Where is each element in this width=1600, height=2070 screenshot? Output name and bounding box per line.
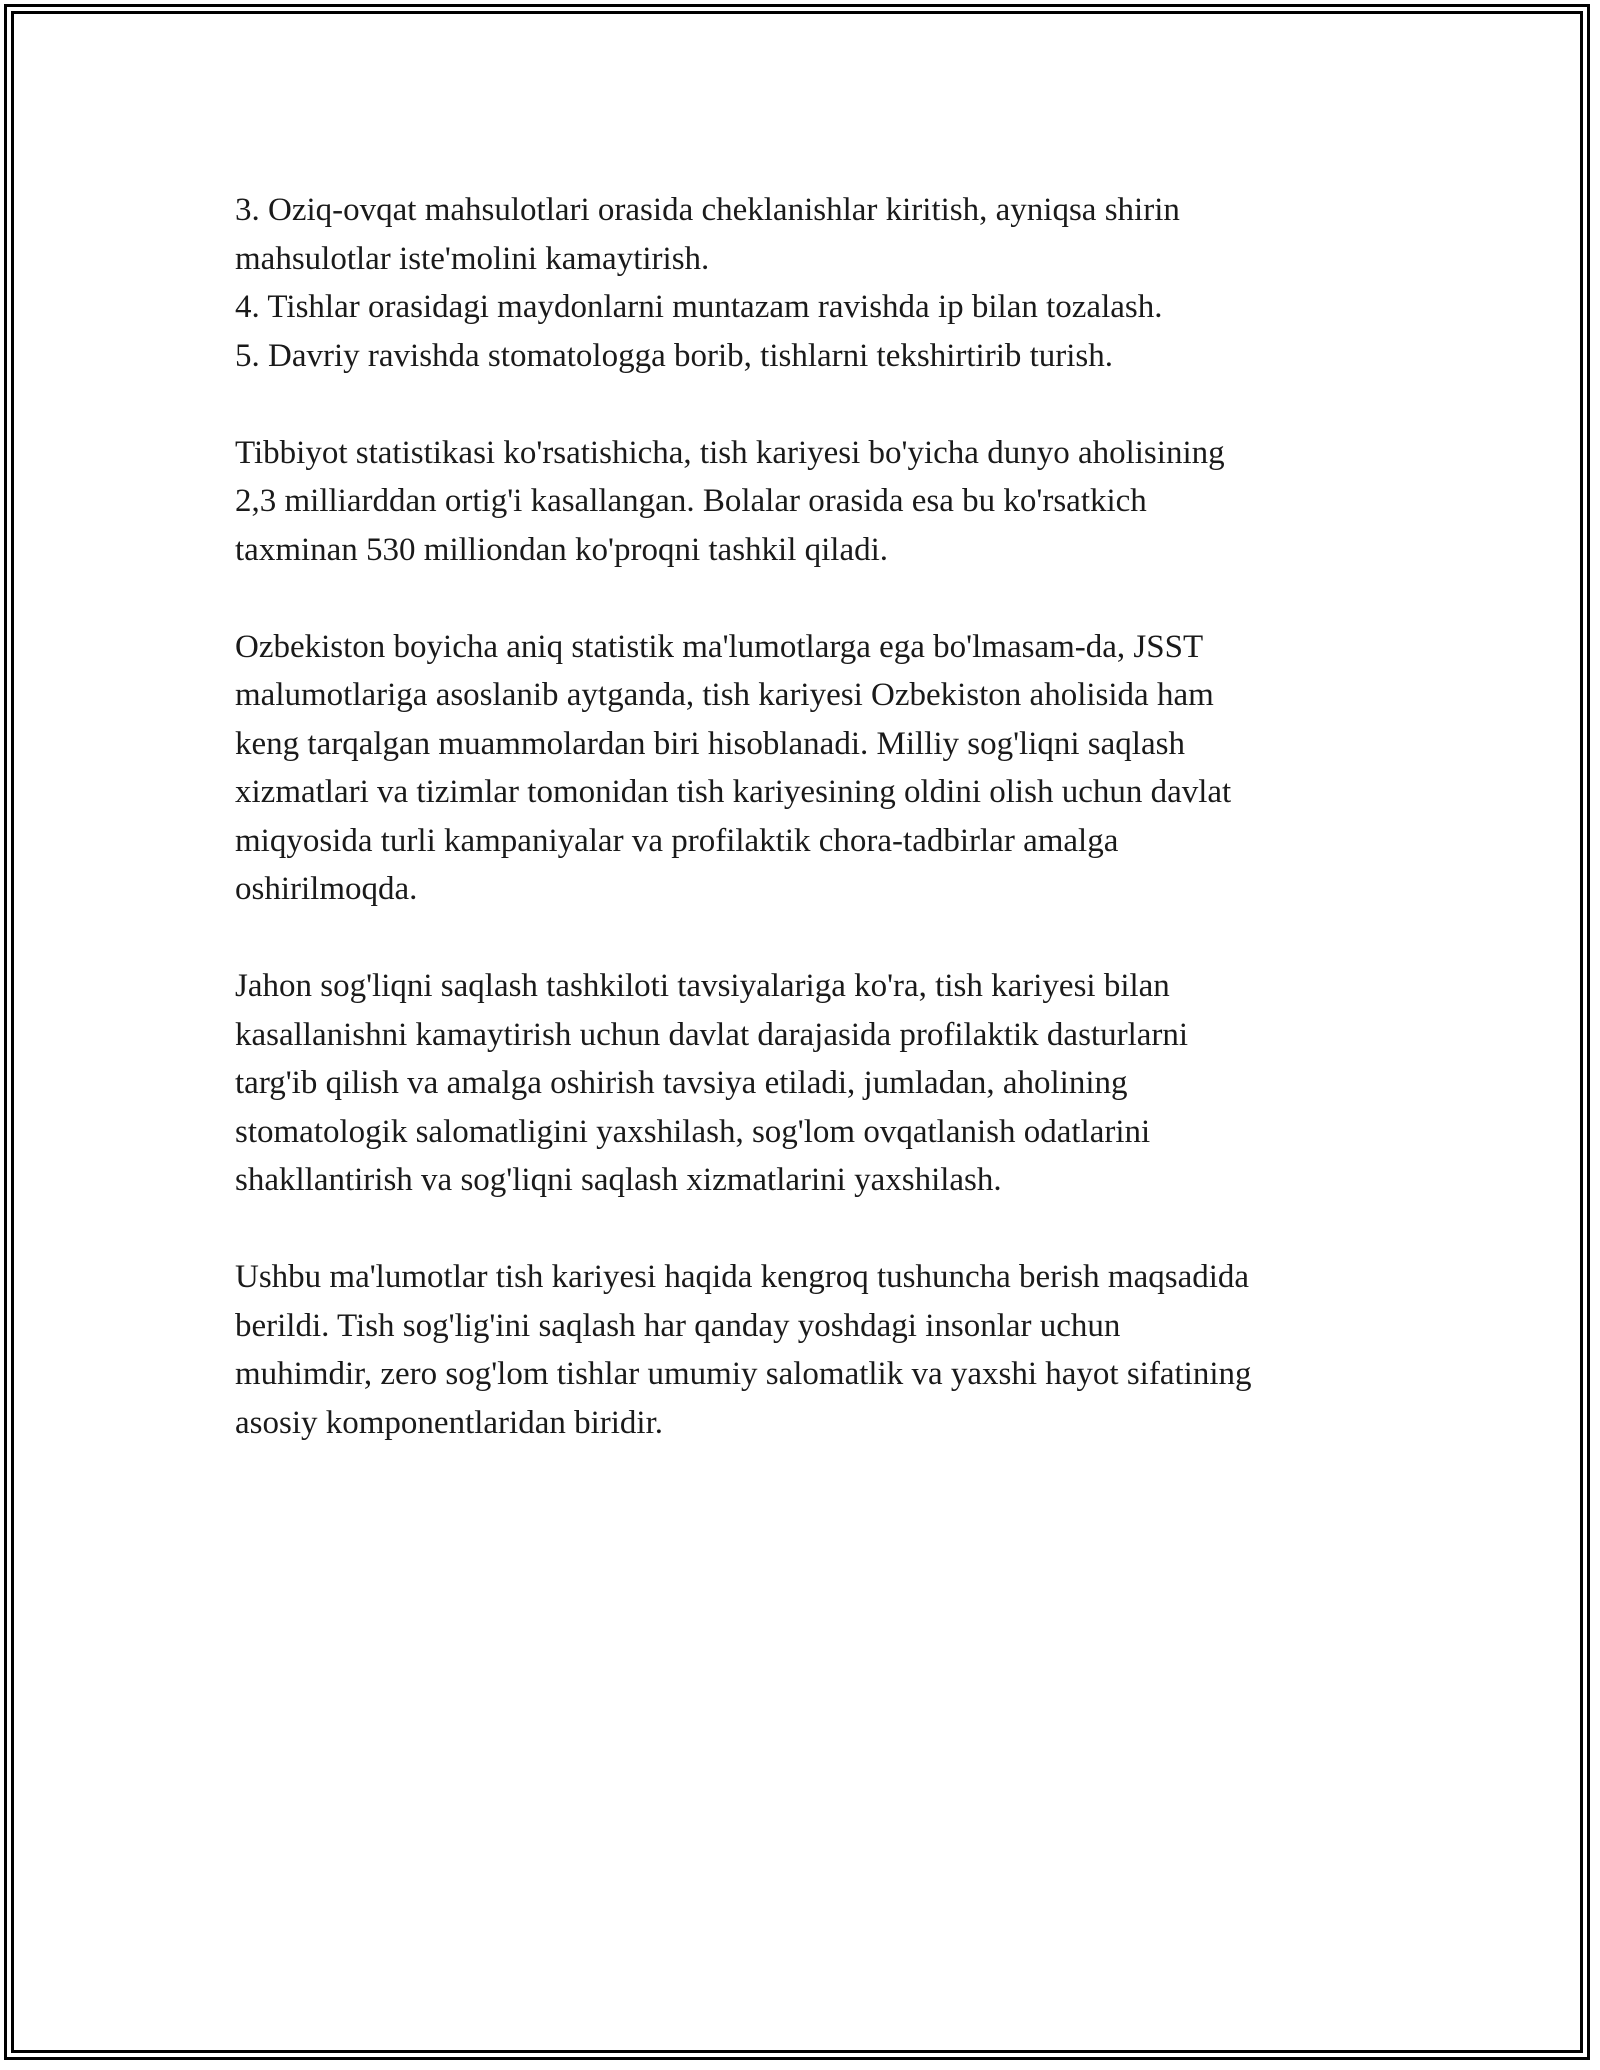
list-item-3: 3. Oziq-ovqat mahsulotlari orasida cheklanishlar kiritish, ayniqsa shirin mahsulotlar iste'molini kamaytirish.	[235, 192, 1180, 277]
paragraph-who-recommendations: Jahon sog'liqni saqlash tashkiloti tavsiyalariga ko'ra, tish kariyesi bilan kasallanishni kamaytirish uchun davlat darajasida profilaktik dasturlarni targ'ib qilish va amalga oshirish tavsiya etiladi, jumladan, aholining stomatologik salomatligini yaxshilash, sog'lom ovqatlanish odatlarini shakllantirish va sog'liqni saqlash xizmatlarini yaxshilash.	[235, 968, 1189, 1198]
recommendation-list	[235, 186, 1385, 380]
list-item-4: 4. Tishlar orasidagi maydonlarni muntazam ravishda ip bilan tozalash.	[235, 289, 1163, 325]
paragraph-uzbekistan: Ozbekiston boyicha aniq statistik ma'lumotlarga ega bo'lmasam-da, JSST malumotlariga asoslanib aytganda, tish kariyesi Ozbekiston aholisida ham keng tarqalgan muammolardan biri hisoblanadi. Milliy sog'liqni saqlash xizmatlari va tizimlar tomonidan tish kariyesining oldini olish uchun davlat miqyosida turli kampaniyalar va profilaktik chora-tadbirlar amalga oshirilmoqda.	[235, 628, 1232, 907]
paragraph-conclusion: Ushbu ma'lumotlar tish kariyesi haqida kengroq tushuncha berish maqsadida berildi. Tish sog'lig'ini saqlash har qanday yoshdagi insonlar uchun muhimdir, zero sog'lom tishlar umumiy salomatlik va yaxshi hayot sifatining asosiy komponentlaridan biridir.	[235, 1259, 1252, 1441]
list-item-5: 5. Davriy ravishda stomatologga borib, tishlarni tekshirtirib turish.	[235, 337, 1114, 374]
paragraph-statistics: Tibbiyot statistikasi ko'rsatishicha, tish kariyesi bo'yicha dunyo aholisining 2,3 milliarddan ortig'i kasallangan. Bolalar orasida esa bu ko'rsatkich taxminan 530 milliondan ko'proqni tashkil qiladi.	[235, 434, 1225, 568]
document-body	[235, 186, 1385, 1496]
